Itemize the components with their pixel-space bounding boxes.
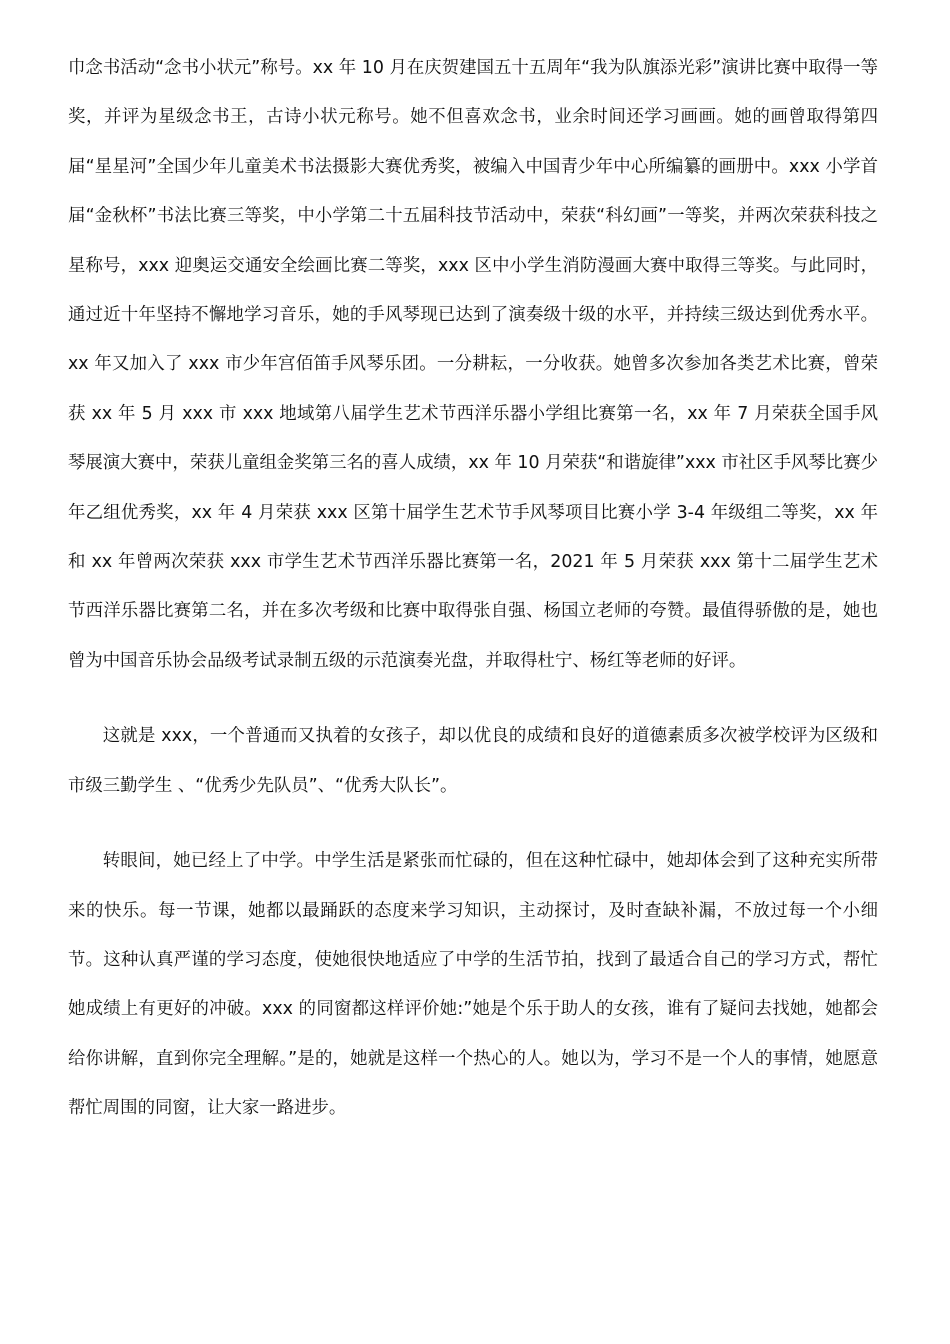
paragraph-middle-school: 转眼间，她已经上了中学。中学生活是紧张而忙碌的，但在这种忙碌中，她却体会到了这种充实所带来的快乐。每一节课，她都以最踊跃的态度来学习知识，主动探讨，及时查缺补漏，不放过每一个小细节。这种认真严谨的学习态度，使她很快地适应了中学的生活节拍，找到了最适合自己的学习方式，帮忙她成绩上有更好的冲破。xxx 的同窗都这样评价她:”她是个乐于助人的女孩，谁有了疑问去找她，她都会给你讲解，直到你完全理解。”是的，她就是这样一个热心的人。她以为，学习不是一个人的事情，她愿意帮忙周围的同窗，让大家一路进步。 — [68, 851, 878, 1119]
document-page — [68, 44, 878, 1134]
paragraph-gap — [68, 686, 878, 712]
paragraph-awards: 巾念书活动“念书小状元”称号。xx 年 10 月在庆贺建国五十五周年“我为队旗添光彩”演讲比赛中取得一等奖，并评为星级念书王，古诗小状元称号。她不但喜欢念书，业余时间还学习画画。她的画曾取得第四届“星星河”全国少年儿童美术书法摄影大赛优秀奖，被编入中国青少年中心所编纂的画册中。xxx 小学首届“金秋杯”书法比赛三等奖，中小学第二十五届科技节活动中，荣获“科幻画”一等奖，并两次荣获科技之星称号，xxx 迎奥运交通安全绘画比赛二等奖，xxx 区中小学生消防漫画大赛中取得三等奖。与此同时，通过近十年坚持不懈地学习音乐，她的手风琴现已达到了演奏级十级的水平，并持续三级达到优秀水平。xx 年又加入了 xxx 市少年宫佰笛手风琴乐团。一分耕耘，一分收获。她曾多次参加各类艺术比赛，曾荣获 xx 年 5 月 xxx 市 xxx 地域第八届学生艺术节西洋乐器小学组比赛第一名，xx 年 7 月荣获全国手风琴展演大赛中，荣获儿童组金奖第三名的喜人成绩，xx 年 10 月荣获“和谐旋律”xxx 市社区手风琴比赛少年乙组优秀奖，xx 年 4 月荣获 xxx 区第十届学生艺术节手风琴项目比赛小学 3-4 年级组二等奖，xx 年和 xx 年曾两次荣获 xxx 市学生艺术节西洋乐器比赛第一名，2021 年 5 月荣获 xxx 第十二届学生艺术节西洋乐器比赛第二名，并在多次考级和比赛中取得张自强、杨国立老师的夸赞。最值得骄傲的是，她也曾为中国音乐协会品级考试录制五级的示范演奏光盘，并取得杜宁、杨红等老师的好评。 — [68, 58, 878, 671]
paragraph-gap — [68, 811, 878, 837]
paragraph-honors: 这就是 xxx，一个普通而又执着的女孩子，却以优良的成绩和良好的道德素质多次被学校评为区级和市级三勤学生 、“优秀少先队员”、“优秀大队长”。 — [68, 726, 878, 796]
